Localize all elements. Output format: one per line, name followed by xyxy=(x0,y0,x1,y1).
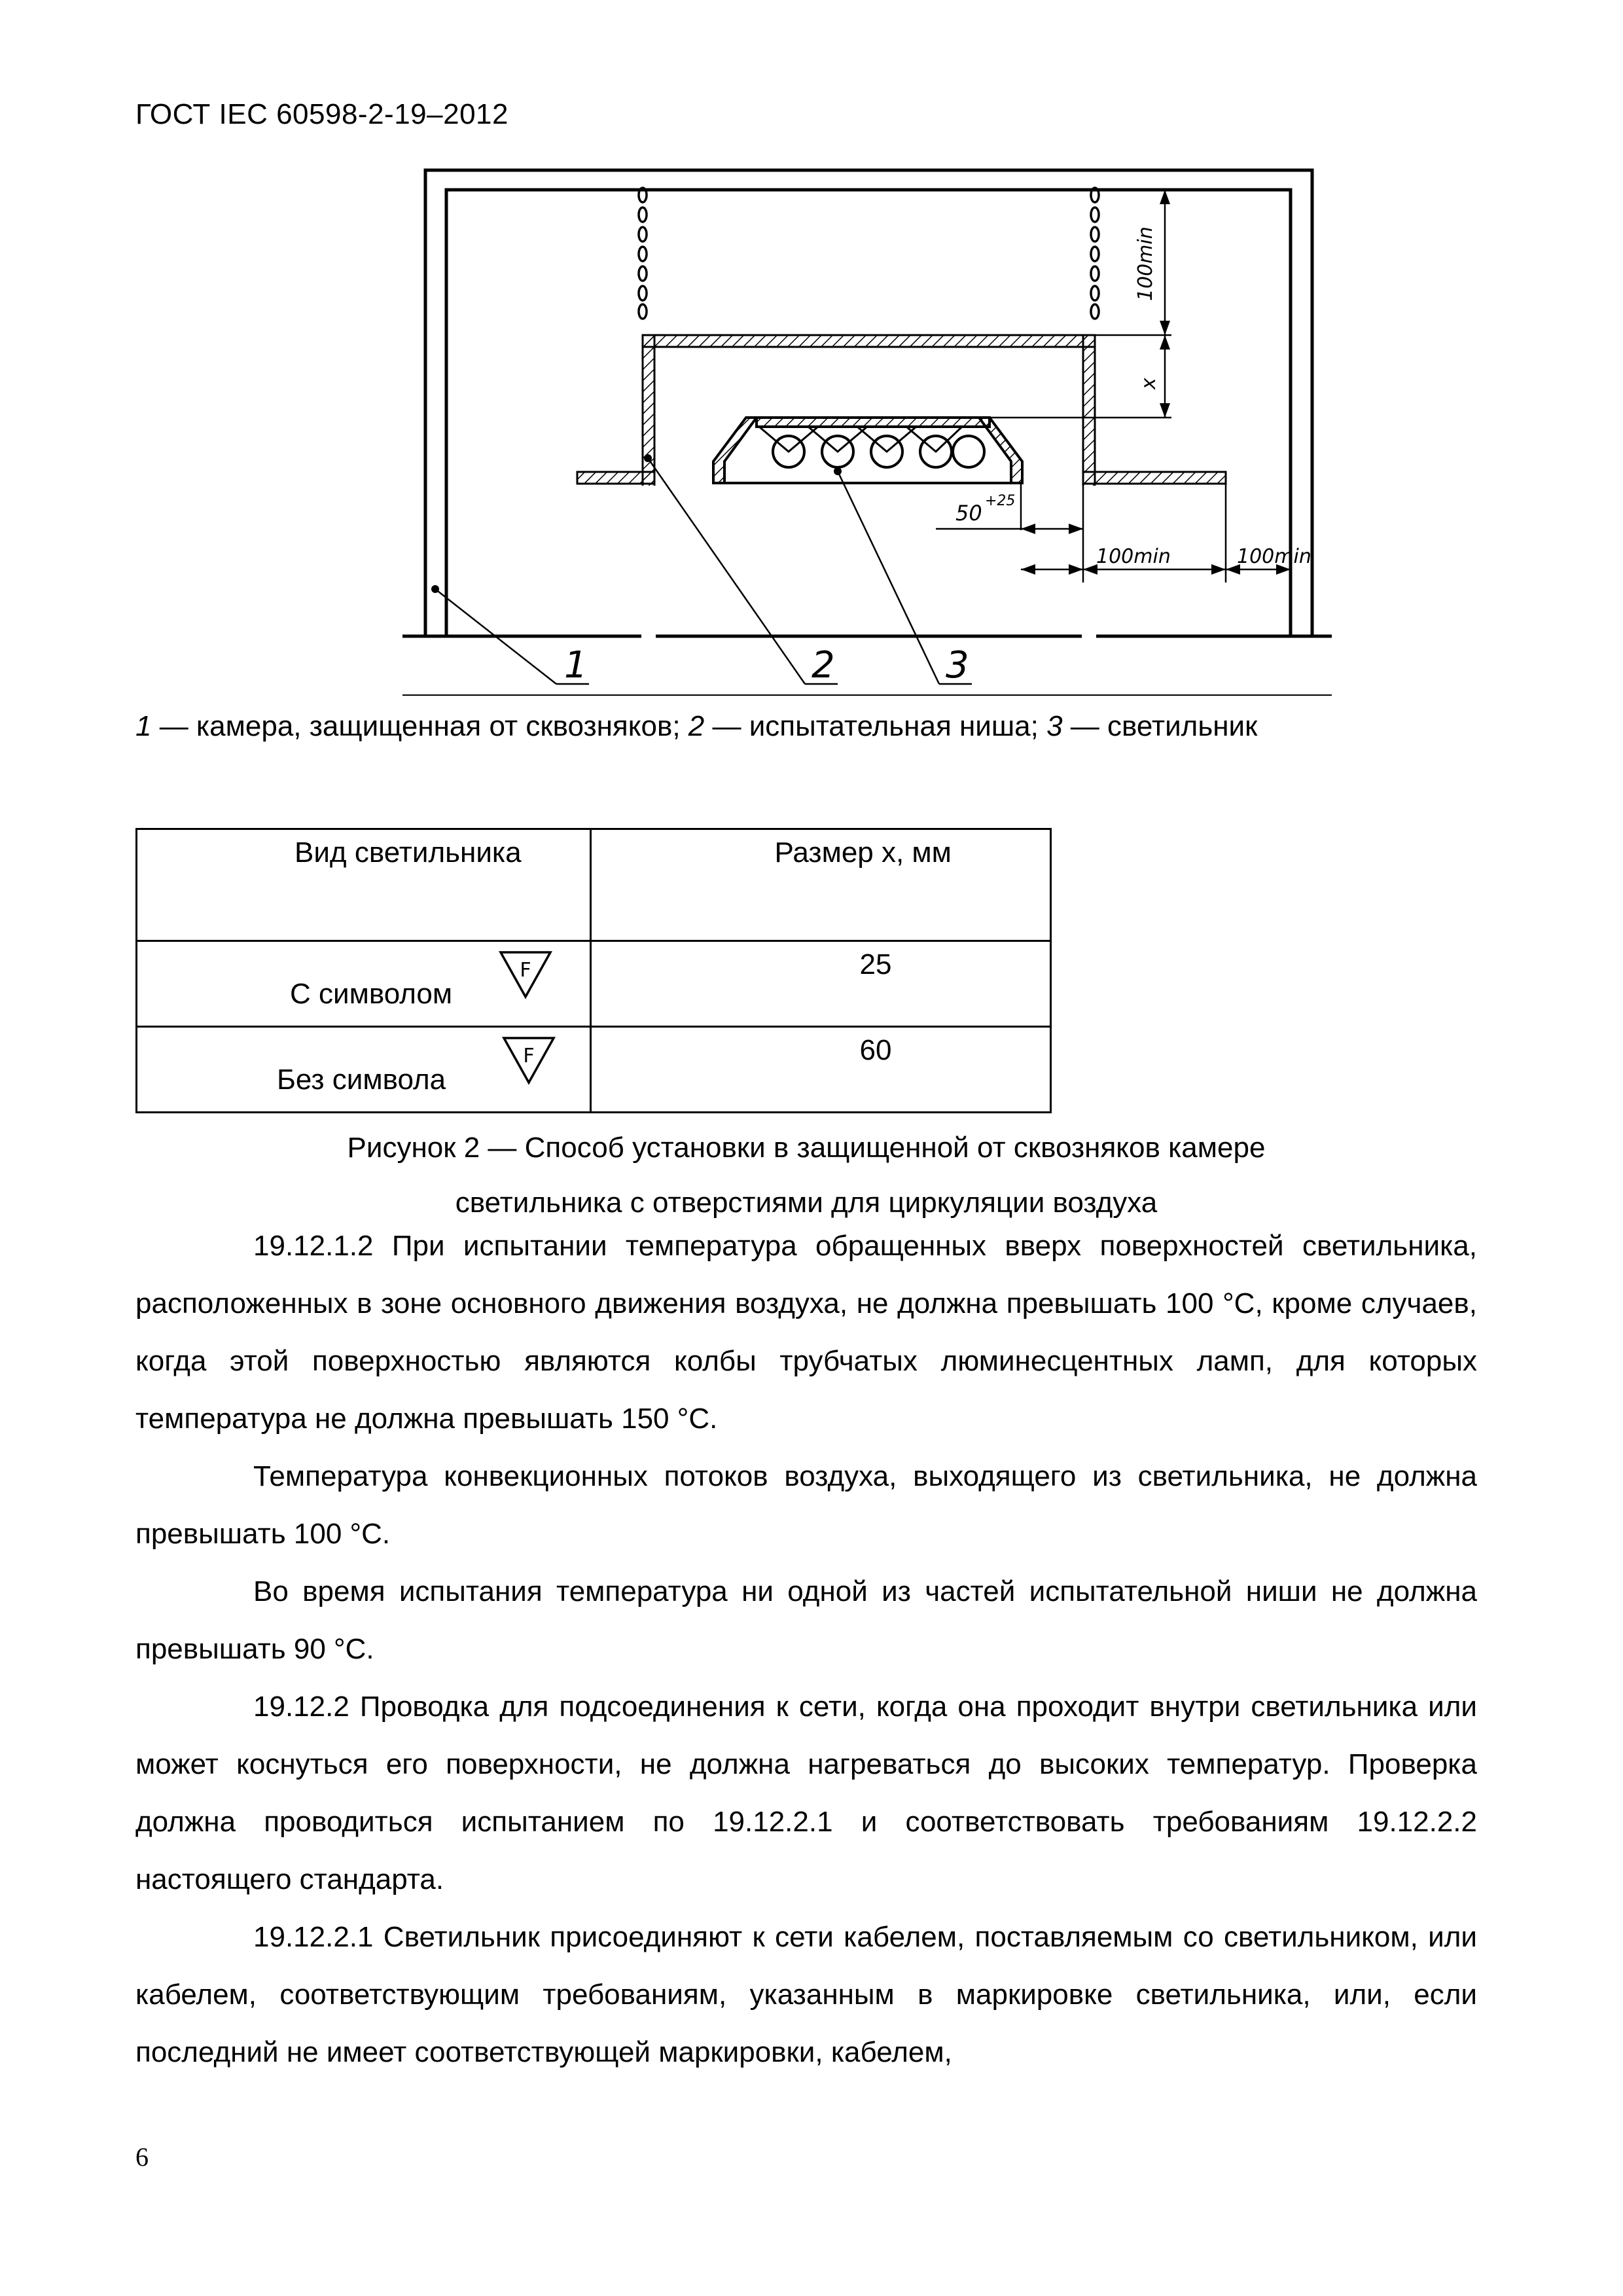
dimension-table xyxy=(135,828,1052,1113)
test-recess xyxy=(577,335,1226,646)
callout-2: 2 xyxy=(812,644,835,687)
svg-text:F: F xyxy=(520,959,531,982)
paragraph: 19.12.1.2 При испытании температура обращенных вверх поверхностей светильника, расположенных в зоне основного движения воздуха, не должна превышать 100 °С, кроме случаев, когда этой поверхностью являются колбы трубчатых люминесцентных ламп, для которых температура не должна превышать 150 °С. xyxy=(135,1230,1477,1435)
dim-gap1: 100min xyxy=(1096,545,1171,568)
table-row xyxy=(137,941,1051,1027)
table-header-size: Размер x, мм xyxy=(774,836,952,869)
draught-proof-chamber xyxy=(402,170,1332,695)
dim-top-gap: 100min xyxy=(1134,226,1157,301)
row-value: 25 xyxy=(859,948,892,980)
paragraph: 19.12.2.1 Светильник присоединяют к сети кабелем, поставляемым со светильником, или кабелем, соответствующим требованиям, указанным в маркировке светильника, или, если последний не имеет соответствующей маркировки, кабелем, xyxy=(135,1921,1477,2068)
f-symbol-icon xyxy=(497,947,554,1003)
f-symbol-icon xyxy=(501,1033,557,1089)
row-label: Без символа xyxy=(277,1064,446,1096)
installation-figure xyxy=(393,164,1348,707)
paragraph: 19.12.2 Проводка для подсоединения к сети, когда она проходит внутри светильника или может коснуться его поверхности, не должна нагреваться до высоких температур. Проверка должна проводиться испытанием по 19.12.2.1 и соответствовать требованиям 19.12.2.2 настоящего стандарта. xyxy=(135,1691,1477,1895)
callout-1: 1 xyxy=(564,644,588,687)
figure-caption: Рисунок 2 — Способ установки в защищенной от сквозняков камере светильника с отверстиями для циркуляции воздуха xyxy=(347,1132,1266,1219)
page-number: 6 xyxy=(135,2142,149,2172)
body-text xyxy=(135,1217,1477,2081)
callout-3: 3 xyxy=(946,644,969,687)
table-row xyxy=(137,1027,1051,1113)
row-value: 60 xyxy=(859,1034,892,1066)
dim-x: x xyxy=(1137,378,1160,389)
dim-offset-tol: +25 xyxy=(985,493,1016,509)
svg-text:F: F xyxy=(523,1045,535,1067)
document-header: ГОСТ IEC 60598-2-19–2012 xyxy=(135,98,508,130)
dim-offset: 50 xyxy=(955,501,982,526)
paragraph: Во время испытания температура ни одной из частей испытательной ниши не должна превышать 90 °С. xyxy=(135,1575,1477,1665)
figure-legend: 1 — камера, защищенная от сквозняков; 2 — испытательная ниша; 3 — светильник xyxy=(135,710,1258,742)
luminaire xyxy=(713,418,1022,483)
paragraph: Температура конвекционных потоков воздуха, выходящего из светильника, не должна превышать 100 °С. xyxy=(135,1460,1477,1550)
suspension-chains xyxy=(639,188,1099,319)
row-label: С символом xyxy=(290,978,453,1010)
dim-gap2: 100min xyxy=(1237,545,1311,568)
table-header-type: Вид светильника xyxy=(294,836,522,869)
